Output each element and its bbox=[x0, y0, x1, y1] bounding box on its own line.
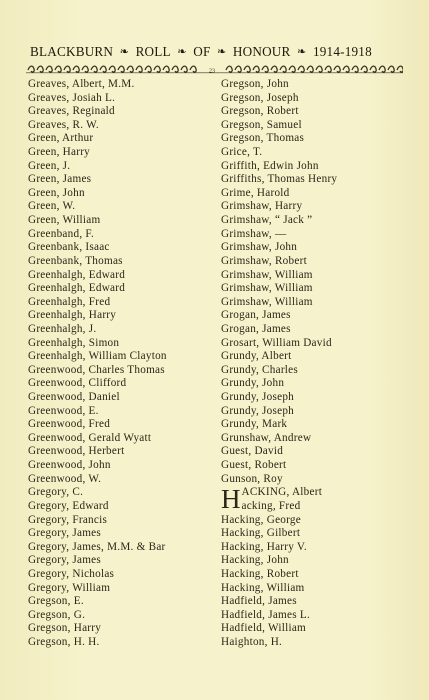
list-item: Grosart, William David bbox=[221, 336, 332, 349]
list-item: Gregson, Thomas bbox=[221, 132, 305, 145]
list-item: Gregson, John bbox=[221, 78, 289, 90]
list-item: Guest, David bbox=[221, 445, 284, 458]
list-item: Gregson, Harry bbox=[28, 622, 102, 635]
list-item: Hadfield, William bbox=[221, 622, 306, 635]
list-item: Greenhalgh, Harry bbox=[28, 309, 117, 322]
header-word-blackburn: BLACKBURN bbox=[30, 44, 114, 59]
list-item: Grundy, Albert bbox=[221, 350, 292, 363]
list-item: Greenbank, Thomas bbox=[28, 254, 123, 267]
list-item: Grimshaw, William bbox=[221, 268, 313, 281]
ornament-icon: ❧ bbox=[119, 46, 130, 58]
drop-cap-initial: H bbox=[221, 484, 241, 515]
list-item: Gunson, Roy bbox=[221, 472, 283, 485]
list-item: Grimshaw, William bbox=[221, 282, 313, 295]
header-years: 1914-1918 bbox=[312, 44, 372, 59]
list-item: Hacking, George bbox=[221, 513, 301, 526]
list-item: Green, Harry bbox=[28, 146, 91, 159]
list-item: Guest, Robert bbox=[221, 459, 287, 472]
list-item: Grime, Harold bbox=[221, 186, 290, 199]
list-item: Greenwood, Herbert bbox=[28, 445, 125, 458]
list-item: Grice, T. bbox=[221, 146, 263, 159]
list-item: Gregory, Edward bbox=[28, 499, 109, 512]
page-header bbox=[30, 44, 402, 60]
header-word-honour: HONOUR bbox=[232, 44, 291, 59]
list-item: Griffith, Edwin John bbox=[221, 159, 319, 172]
ornament-icon: ❧ bbox=[297, 46, 307, 58]
list-item: Greenhalgh, Edward bbox=[28, 282, 126, 295]
list-item: Gregson, Joseph bbox=[221, 91, 299, 104]
list-item: Hacking, Harry V. bbox=[221, 540, 307, 553]
list-item: Hacking, John bbox=[221, 554, 289, 567]
names-column-left bbox=[28, 78, 167, 650]
names-column-right-bottom bbox=[221, 514, 337, 650]
header-word-roll: ROLL bbox=[135, 44, 171, 59]
list-item: Grundy, Joseph bbox=[221, 404, 295, 417]
page-number: 23 bbox=[209, 68, 215, 74]
list-item: Gregson, Robert bbox=[221, 105, 299, 118]
list-item: Greenwood, Charles Thomas bbox=[28, 363, 165, 376]
list-item: Grogan, James bbox=[221, 309, 291, 322]
list-item: Greenhalgh, J. bbox=[28, 322, 97, 335]
list-item: Green, Arthur bbox=[28, 132, 94, 145]
list-item: Hacking, Robert bbox=[221, 567, 299, 580]
names-column-right-top bbox=[221, 78, 337, 486]
list-item: Grimshaw, — bbox=[221, 227, 287, 240]
list-item: Grundy, Mark bbox=[221, 418, 288, 431]
list-item: Grunshaw, Andrew bbox=[221, 431, 312, 444]
decorative-border-rule bbox=[26, 64, 403, 74]
list-item: Greenwood, Clifford bbox=[28, 377, 127, 390]
list-item: Greenwood, W. bbox=[28, 472, 102, 485]
list-item: Greenwood, John bbox=[28, 459, 111, 472]
ornament-icon: ❧ bbox=[177, 46, 187, 58]
list-item: Grimshaw, “ Jack ” bbox=[221, 214, 313, 227]
list-item: Grundy, Joseph bbox=[221, 391, 295, 404]
list-item: Greenbank, Isaac bbox=[28, 241, 110, 254]
list-item: Gregory, James, M.M. & Bar bbox=[28, 540, 166, 553]
list-item: Green, William bbox=[28, 214, 101, 227]
header-word-of: OF bbox=[193, 44, 211, 59]
list-item: Green, W. bbox=[28, 200, 76, 213]
list-item: Greaves, Josiah L. bbox=[28, 91, 116, 104]
list-item: Greenband, F. bbox=[28, 227, 95, 240]
list-item: Greenhalgh, Edward bbox=[28, 268, 126, 281]
list-item: Grimshaw, John bbox=[221, 241, 298, 254]
list-item: Greaves, Reginald bbox=[28, 105, 115, 118]
list-item: Gregory, Francis bbox=[28, 513, 108, 526]
list-item: Greenwood, Gerald Wyatt bbox=[28, 431, 152, 444]
scroll-ornament bbox=[28, 66, 403, 72]
section-h-heading bbox=[221, 486, 337, 513]
list-item: Greaves, R. W. bbox=[28, 118, 99, 131]
list-item: Hacking, William bbox=[221, 581, 305, 594]
list-item: Gregory, James bbox=[28, 554, 101, 567]
list-item: Grimshaw, William bbox=[221, 295, 313, 308]
names-column-right bbox=[221, 78, 337, 650]
list-item: Greaves, Albert, M.M. bbox=[28, 78, 135, 90]
list-item: Greenhalgh, Simon bbox=[28, 336, 120, 349]
list-item: Hadfield, James bbox=[221, 595, 297, 608]
list-item: Gregory, William bbox=[28, 581, 111, 594]
list-item: Gregson, G. bbox=[28, 608, 86, 621]
ornament-icon: ❧ bbox=[216, 46, 227, 58]
list-item: ACKING, Albert bbox=[241, 486, 323, 499]
list-item: Greenhalgh, William Clayton bbox=[28, 350, 167, 363]
list-item: Gregory, C. bbox=[28, 486, 84, 499]
list-item: Greenwood, E. bbox=[28, 404, 99, 417]
list-item: Griffiths, Thomas Henry bbox=[221, 173, 338, 186]
list-item: Grimshaw, Robert bbox=[221, 254, 307, 267]
list-item: Haighton, H. bbox=[221, 636, 283, 648]
list-item: Green, John bbox=[28, 186, 85, 199]
list-item: Greenwood, Daniel bbox=[28, 391, 120, 404]
list-item: Grundy, John bbox=[221, 377, 285, 390]
list-item: Gregson, H. H. bbox=[28, 635, 100, 648]
list-item: Greenhalgh, Fred bbox=[28, 295, 111, 308]
list-item: Grimshaw, Harry bbox=[221, 200, 303, 213]
list-item: Hacking, Gilbert bbox=[221, 527, 301, 540]
list-item: acking, Fred bbox=[241, 499, 301, 512]
list-item: Grogan, James bbox=[221, 322, 291, 335]
list-item: Green, James bbox=[28, 173, 92, 186]
list-item: Gregson, Samuel bbox=[221, 118, 302, 131]
list-item: Hadfield, James L. bbox=[221, 608, 311, 621]
list-item: Green, J. bbox=[28, 159, 71, 172]
list-item: Gregory, James bbox=[28, 527, 101, 540]
list-item: Grundy, Charles bbox=[221, 363, 298, 376]
list-item: Gregson, E. bbox=[28, 595, 84, 608]
list-item: Greenwood, Fred bbox=[28, 418, 111, 431]
list-item: Gregory, Nicholas bbox=[28, 567, 115, 580]
